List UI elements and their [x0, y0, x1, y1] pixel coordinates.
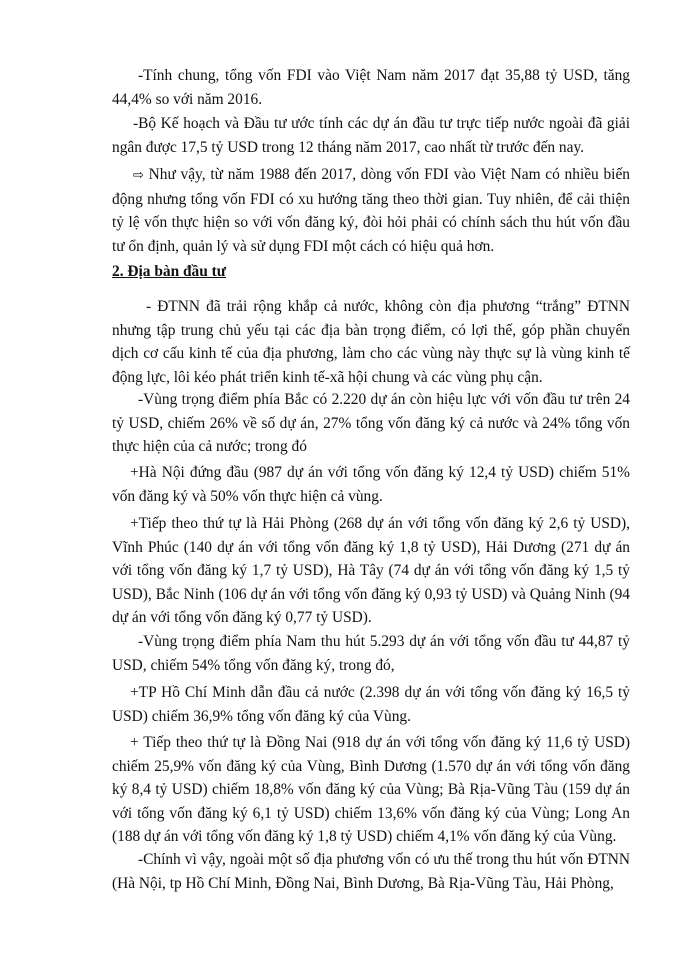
paragraph-southern-region: [112, 630, 630, 677]
paragraph-text: Như vậy, từ năm 1988 đến 2017, dòng vốn FDI vào Việt Nam có nhiều biến động nhưng tổng vốn FDI có xu hướng tăng theo thời gian. Tuy nhiên, để cải thiện tỷ lệ vốn thực hiện so với vốn đăng ký, đòi hỏi phải có chính sách thu hút vốn đầu tư ổn định, quản lý và sử dụng FDI một cách có hiệu quả hơn.: [112, 166, 630, 255]
paragraph-text: +Tiếp theo thứ tự là Hải Phòng (268 dự án với tổng vốn đăng ký 2,6 tỷ USD), Vĩnh Phúc (140 dự án với tổng vốn đăng ký 1,8 tỷ USD), Hải Dương (271 dự án với tổng vốn đăng ký 1,7 tỷ USD), Hà Tây (74 dự án với tổng vốn đăng ký 1,5 tỷ USD), Bắc Ninh (106 dự án với tổng vốn đăng ký 0,93 tỷ USD) và Quảng Ninh (94 dự án với tổng vốn đăng ký 0,77 tỷ USD).: [112, 515, 630, 626]
paragraph-hanoi: [112, 461, 630, 508]
paragraph-northern-region: [112, 388, 630, 459]
paragraph-conclusion: [112, 163, 630, 258]
paragraph-southern-provinces: [112, 731, 630, 849]
paragraph-northern-provinces: [112, 512, 630, 630]
paragraph-text: -Vùng trọng điểm phía Nam thu hút 5.293 dự án với tổng vốn đầu tư 44,87 tỷ USD, chiếm 54% tổng vốn đăng ký, trong đó,: [112, 633, 630, 674]
paragraph-text: +Hà Nội đứng đầu (987 dự án với tổng vốn đăng ký 12,4 tỷ USD) chiếm 51% vốn đăng ký và 50% vốn thực hiện cả vùng.: [112, 464, 630, 505]
paragraph-text: - ĐTNN đã trải rộng khắp cả nước, không còn địa phương “trắng” ĐTNN nhưng tập trung chủ yếu tại các địa bàn trọng điểm, có lợi thế, góp phần chuyển dịch cơ cấu kinh tế của địa phương, làm cho các vùng này thực sự là vùng kinh tế động lực, lôi kéo phát triển kinh tế-xã hội chung và các vùng phụ cận.: [112, 298, 630, 386]
paragraph-text: -Chính vì vậy, ngoài một số địa phương vốn có ưu thế trong thu hút vốn ĐTNN (Hà Nội, tp Hồ Chí Minh, Đồng Nai, Bình Dương, Bà Rịa-Vũng Tàu, Hải Phòng,: [112, 851, 630, 892]
section-heading: 2. Địa bàn đầu tư: [112, 263, 227, 280]
paragraph-fdi-total-2017: [112, 64, 630, 111]
paragraph-text: +TP Hồ Chí Minh dẫn đầu cả nước (2.398 dự án với tổng vốn đăng ký 16,5 tỷ USD) chiếm 36,9% tổng vốn đăng ký của Vùng.: [112, 684, 630, 725]
paragraph-text: -Bộ Kế hoạch và Đầu tư ước tính các dự án đầu tư trực tiếp nước ngoài đã giải ngân được 17,5 tỷ USD trong 12 tháng năm 2017, cao nhất từ trước đến nay.: [112, 115, 630, 156]
paragraph-fdi-disbursement: [112, 112, 630, 159]
paragraph-text: -Vùng trọng điểm phía Bắc có 2.220 dự án còn hiệu lực với vốn đầu tư trên 24 tỷ USD, chiếm 26% về số dự án, 27% tổng vốn đăng ký cả nước và 24% tổng vốn thực hiện của cả nước; trong đó: [112, 391, 630, 455]
paragraph-advantaged-localities: [112, 848, 630, 895]
right-arrow-icon: ⇨: [133, 168, 144, 183]
paragraph-hcmc: [112, 681, 630, 728]
paragraph-text: -Tính chung, tổng vốn FDI vào Việt Nam năm 2017 đạt 35,88 tỷ USD, tăng 44,4% so với năm 2016.: [112, 67, 630, 108]
paragraph-investment-spread: [112, 295, 630, 389]
paragraph-text: + Tiếp theo thứ tự là Đồng Nai (918 dự án với tổng vốn đăng ký 11,6 tỷ USD) chiếm 25,9% vốn đăng ký của Vùng, Bình Dương (1.570 dự án với tổng vốn đăng ký 8,4 tỷ USD) chiếm 18,8% vốn đăng ký của Vùng; Bà Rịa-Vũng Tàu (159 dự án với tổng vốn đăng ký 6,1 tỷ USD) chiếm 13,6% vốn đăng ký của Vùng; Long An (188 dự án với tổng vốn đăng ký 1,8 tỷ USD) chiếm 4,1% vốn đăng ký của Vùng.: [112, 734, 630, 845]
